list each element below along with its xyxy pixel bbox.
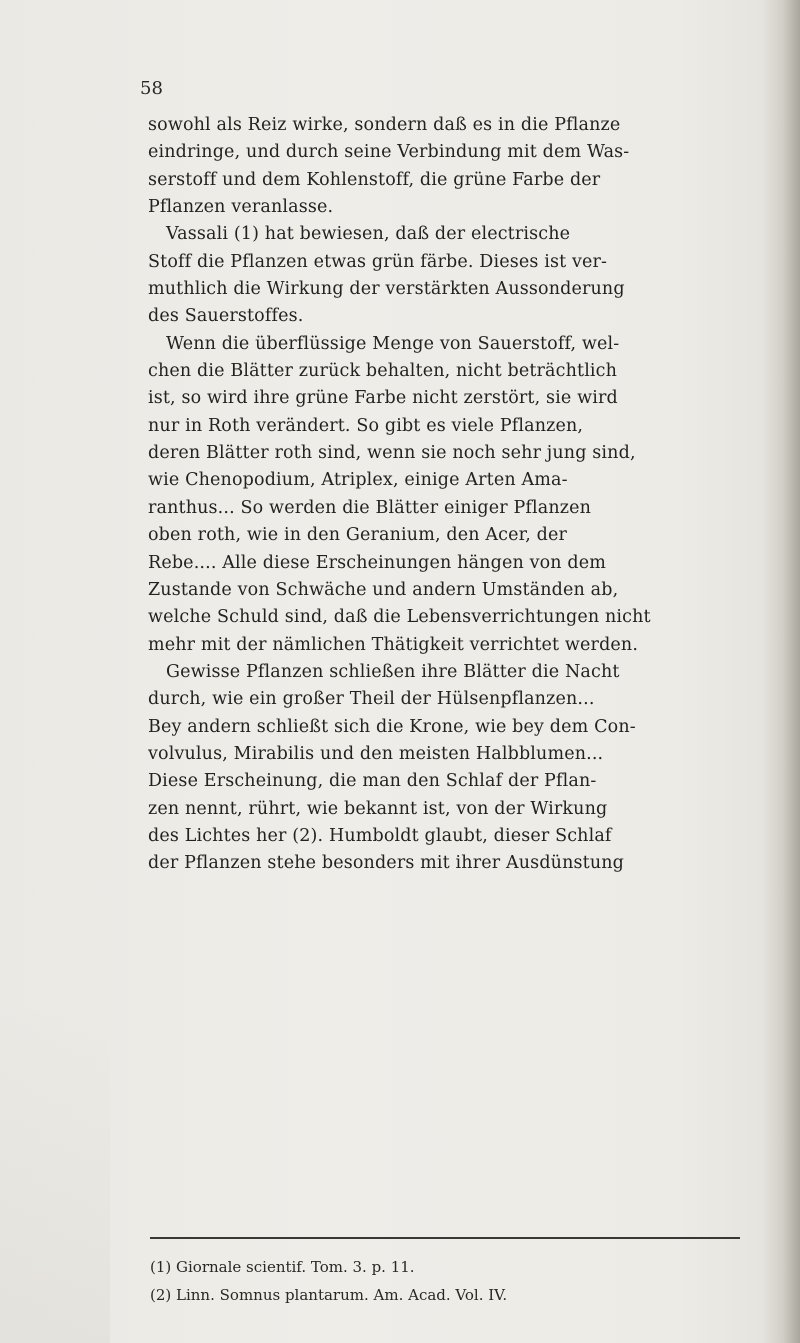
- page-number: 58: [140, 78, 163, 99]
- text-line: zen nennt, rührt, wie bekannt ist, von der Wirkung: [148, 798, 608, 819]
- text-line: Rebe.... Alle diese Erscheinungen hängen von dem: [148, 552, 607, 573]
- text-line: nur in Roth verändert. So gibt es viele Pflanzen,: [148, 415, 584, 436]
- footnote-divider: [150, 1237, 740, 1239]
- text-line: des Lichtes her (2). Humboldt glaubt, dieser Schlaf: [148, 825, 612, 846]
- text-line: Gewisse Pflanzen schließen ihre Blätter die Nacht: [166, 661, 620, 682]
- text-line: oben roth, wie in den Geranium, den Acer, der: [148, 525, 567, 546]
- page-edge-shadow: [762, 0, 800, 1343]
- text-line: volvulus, Mirabilis und den meisten Halbblumen...: [148, 743, 604, 764]
- body-text: [148, 112, 748, 878]
- footnote: (1) Giornale scientif. Tom. 3. p. 11.: [150, 1258, 415, 1276]
- text-line: wie Chenopodium, Atriplex, einige Arten Ama-: [148, 470, 568, 491]
- text-line: durch, wie ein großer Theil der Hülsenpflanzen...: [148, 689, 595, 710]
- text-line: Pflanzen veranlasse.: [148, 197, 334, 218]
- text-line: chen die Blätter zurück behalten, nicht beträchtlich: [148, 361, 618, 382]
- text-line: Zustande von Schwäche und andern Umständen ab,: [148, 579, 619, 600]
- text-line: mehr mit der nämlichen Thätigkeit verrichtet werden.: [148, 634, 639, 655]
- text-line: Wenn die überflüssige Menge von Sauerstoff, wel-: [166, 333, 620, 354]
- text-line: deren Blätter roth sind, wenn sie noch sehr jung sind,: [148, 443, 636, 464]
- footnote: (2) Linn. Somnus plantarum. Am. Acad. Vol. IV.: [150, 1286, 508, 1304]
- text-line: sowohl als Reiz wirke, sondern daß es in die Pflanze: [148, 115, 621, 135]
- text-line: eindringe, und durch seine Verbindung mit dem Was-: [148, 142, 630, 163]
- text-line: Vassali (1) hat bewiesen, daß der electrische: [166, 224, 571, 245]
- text-line: welche Schuld sind, daß die Lebensverrichtungen nicht: [148, 607, 651, 628]
- text-line: der Pflanzen stehe besonders mit ihrer Ausdünstung: [148, 853, 625, 874]
- text-line: muthlich die Wirkung der verstärkten Aussonderung: [148, 279, 625, 300]
- text-line: ist, so wird ihre grüne Farbe nicht zerstört, sie wird: [148, 388, 618, 409]
- text-line: ranthus... So werden die Blätter einiger Pflanzen: [148, 497, 592, 518]
- text-line: Stoff die Pflanzen etwas grün färbe. Dieses ist ver-: [148, 251, 608, 272]
- text-line: serstoff und dem Kohlenstoff, die grüne Farbe der: [148, 169, 601, 190]
- text-line: Bey andern schließt sich die Krone, wie bey dem Con-: [148, 716, 636, 737]
- page-fold-shadow: [0, 1000, 110, 1343]
- text-line: Diese Erscheinung, die man den Schlaf der Pflan-: [148, 771, 597, 792]
- footnotes: [150, 1253, 750, 1309]
- text-line: des Sauerstoffes.: [148, 306, 304, 327]
